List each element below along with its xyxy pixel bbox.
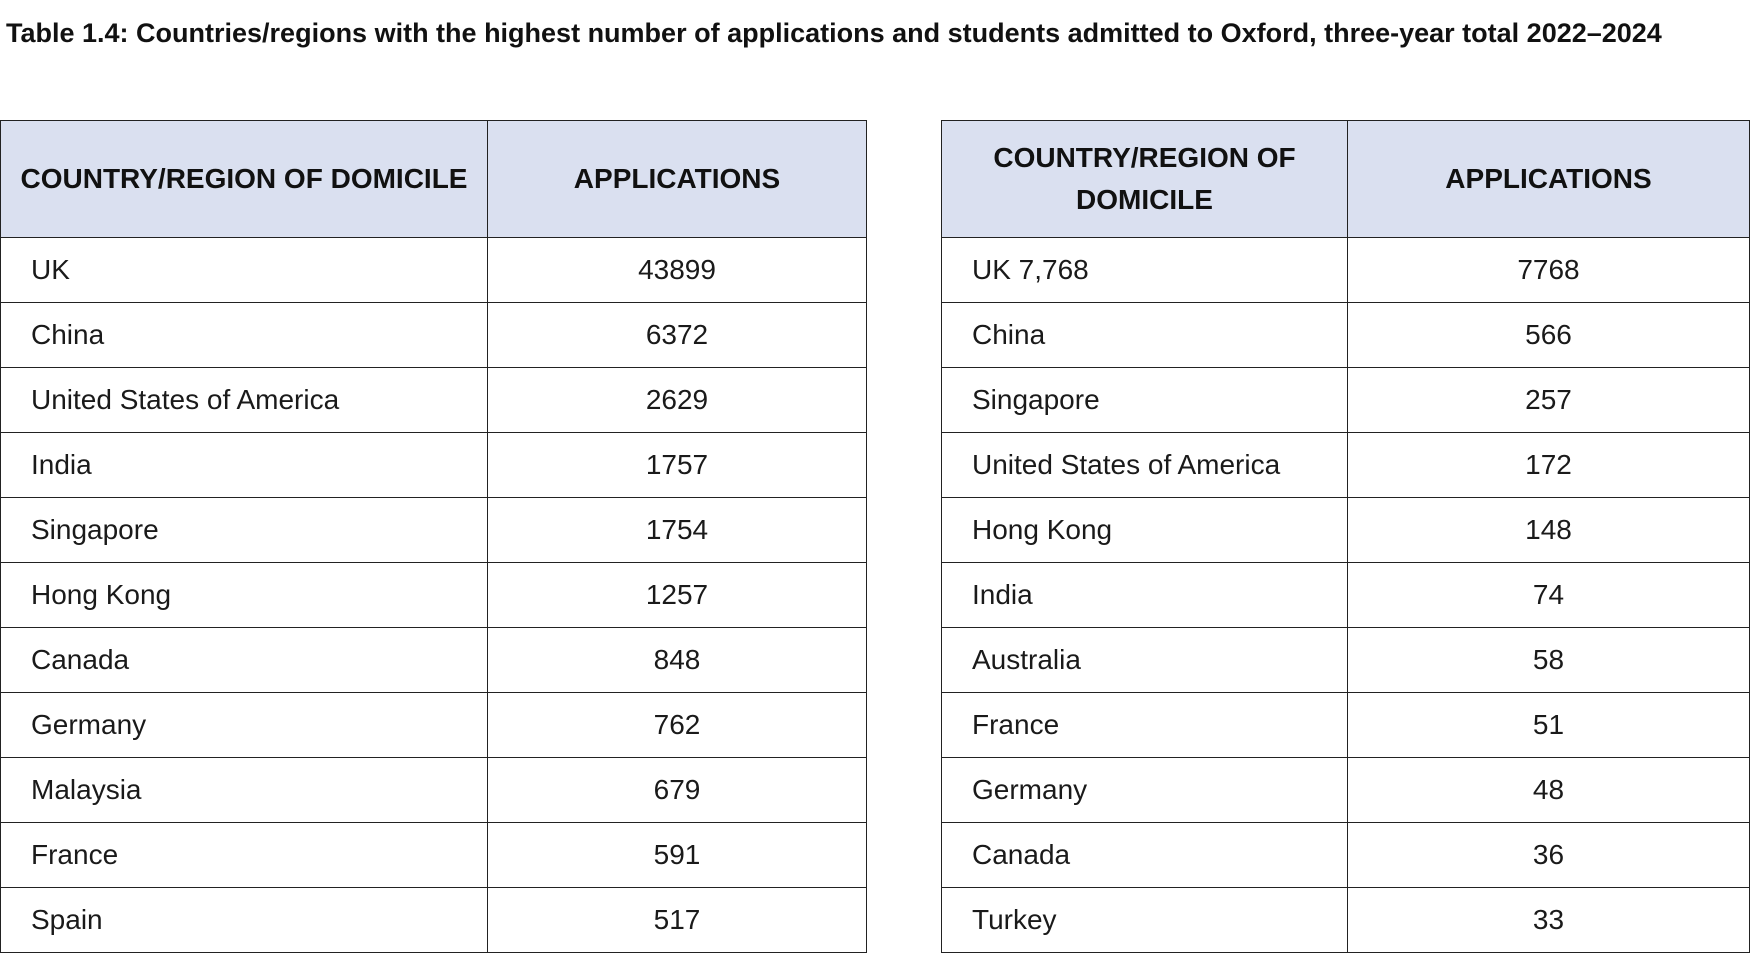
value-cell: 1257	[488, 563, 867, 628]
column-header-applications: APPLICATIONS	[488, 121, 867, 238]
column-header-country: COUNTRY/REGION OF DOMICILE	[1, 121, 488, 238]
value-cell: 33	[1348, 888, 1750, 953]
table-row	[1, 563, 867, 628]
country-cell: Canada	[1, 628, 488, 693]
column-header-applications: APPLICATIONS	[1348, 121, 1750, 238]
table-row	[942, 368, 1750, 433]
country-cell: Germany	[1, 693, 488, 758]
country-cell: China	[1, 303, 488, 368]
country-cell: India	[1, 433, 488, 498]
table-row	[942, 303, 1750, 368]
country-cell: Hong Kong	[1, 563, 488, 628]
table-row	[1, 433, 867, 498]
table-row	[942, 433, 1750, 498]
country-cell: Germany	[942, 758, 1348, 823]
value-cell: 762	[488, 693, 867, 758]
country-cell: Australia	[942, 628, 1348, 693]
value-cell: 43899	[488, 238, 867, 303]
value-cell: 2629	[488, 368, 867, 433]
table-header-row	[1, 121, 867, 238]
table-header-row	[942, 121, 1750, 238]
table-row	[1, 888, 867, 953]
country-cell: United States of America	[942, 433, 1348, 498]
table-caption: Table 1.4: Countries/regions with the highest number of applications and students admitted to Oxford, three-year total 2022–2024	[6, 18, 1662, 48]
country-cell: UK	[1, 238, 488, 303]
value-cell: 679	[488, 758, 867, 823]
table-row	[942, 498, 1750, 563]
value-cell: 74	[1348, 563, 1750, 628]
value-cell: 172	[1348, 433, 1750, 498]
table-row	[1, 303, 867, 368]
table-row	[942, 563, 1750, 628]
admitted-table-body	[942, 238, 1750, 953]
value-cell: 148	[1348, 498, 1750, 563]
country-cell: Hong Kong	[942, 498, 1348, 563]
table-row	[942, 693, 1750, 758]
table-row	[942, 823, 1750, 888]
column-header-country: COUNTRY/REGION OF DOMICILE	[942, 121, 1348, 238]
table-row	[942, 888, 1750, 953]
country-cell: Turkey	[942, 888, 1348, 953]
country-cell: Singapore	[942, 368, 1348, 433]
country-cell: China	[942, 303, 1348, 368]
table-row	[1, 498, 867, 563]
value-cell: 1754	[488, 498, 867, 563]
table-row	[1, 628, 867, 693]
table-row	[1, 238, 867, 303]
country-cell: Malaysia	[1, 758, 488, 823]
value-cell: 1757	[488, 433, 867, 498]
value-cell: 591	[488, 823, 867, 888]
table-row	[942, 628, 1750, 693]
value-cell: 848	[488, 628, 867, 693]
country-cell: United States of America	[1, 368, 488, 433]
country-cell: Singapore	[1, 498, 488, 563]
country-cell: Spain	[1, 888, 488, 953]
value-cell: 566	[1348, 303, 1750, 368]
value-cell: 36	[1348, 823, 1750, 888]
applications-table-body	[1, 238, 867, 953]
table-row	[942, 758, 1750, 823]
country-cell: Canada	[942, 823, 1348, 888]
country-cell: France	[942, 693, 1348, 758]
value-cell: 7768	[1348, 238, 1750, 303]
table-row	[942, 238, 1750, 303]
value-cell: 517	[488, 888, 867, 953]
value-cell: 6372	[488, 303, 867, 368]
value-cell: 257	[1348, 368, 1750, 433]
table-row	[1, 823, 867, 888]
value-cell: 51	[1348, 693, 1750, 758]
country-cell: India	[942, 563, 1348, 628]
admitted-table	[941, 120, 1750, 953]
table-row	[1, 758, 867, 823]
applications-table	[0, 120, 867, 953]
table-row	[1, 368, 867, 433]
country-cell: France	[1, 823, 488, 888]
value-cell: 48	[1348, 758, 1750, 823]
value-cell: 58	[1348, 628, 1750, 693]
country-cell: UK 7,768	[942, 238, 1348, 303]
table-row	[1, 693, 867, 758]
